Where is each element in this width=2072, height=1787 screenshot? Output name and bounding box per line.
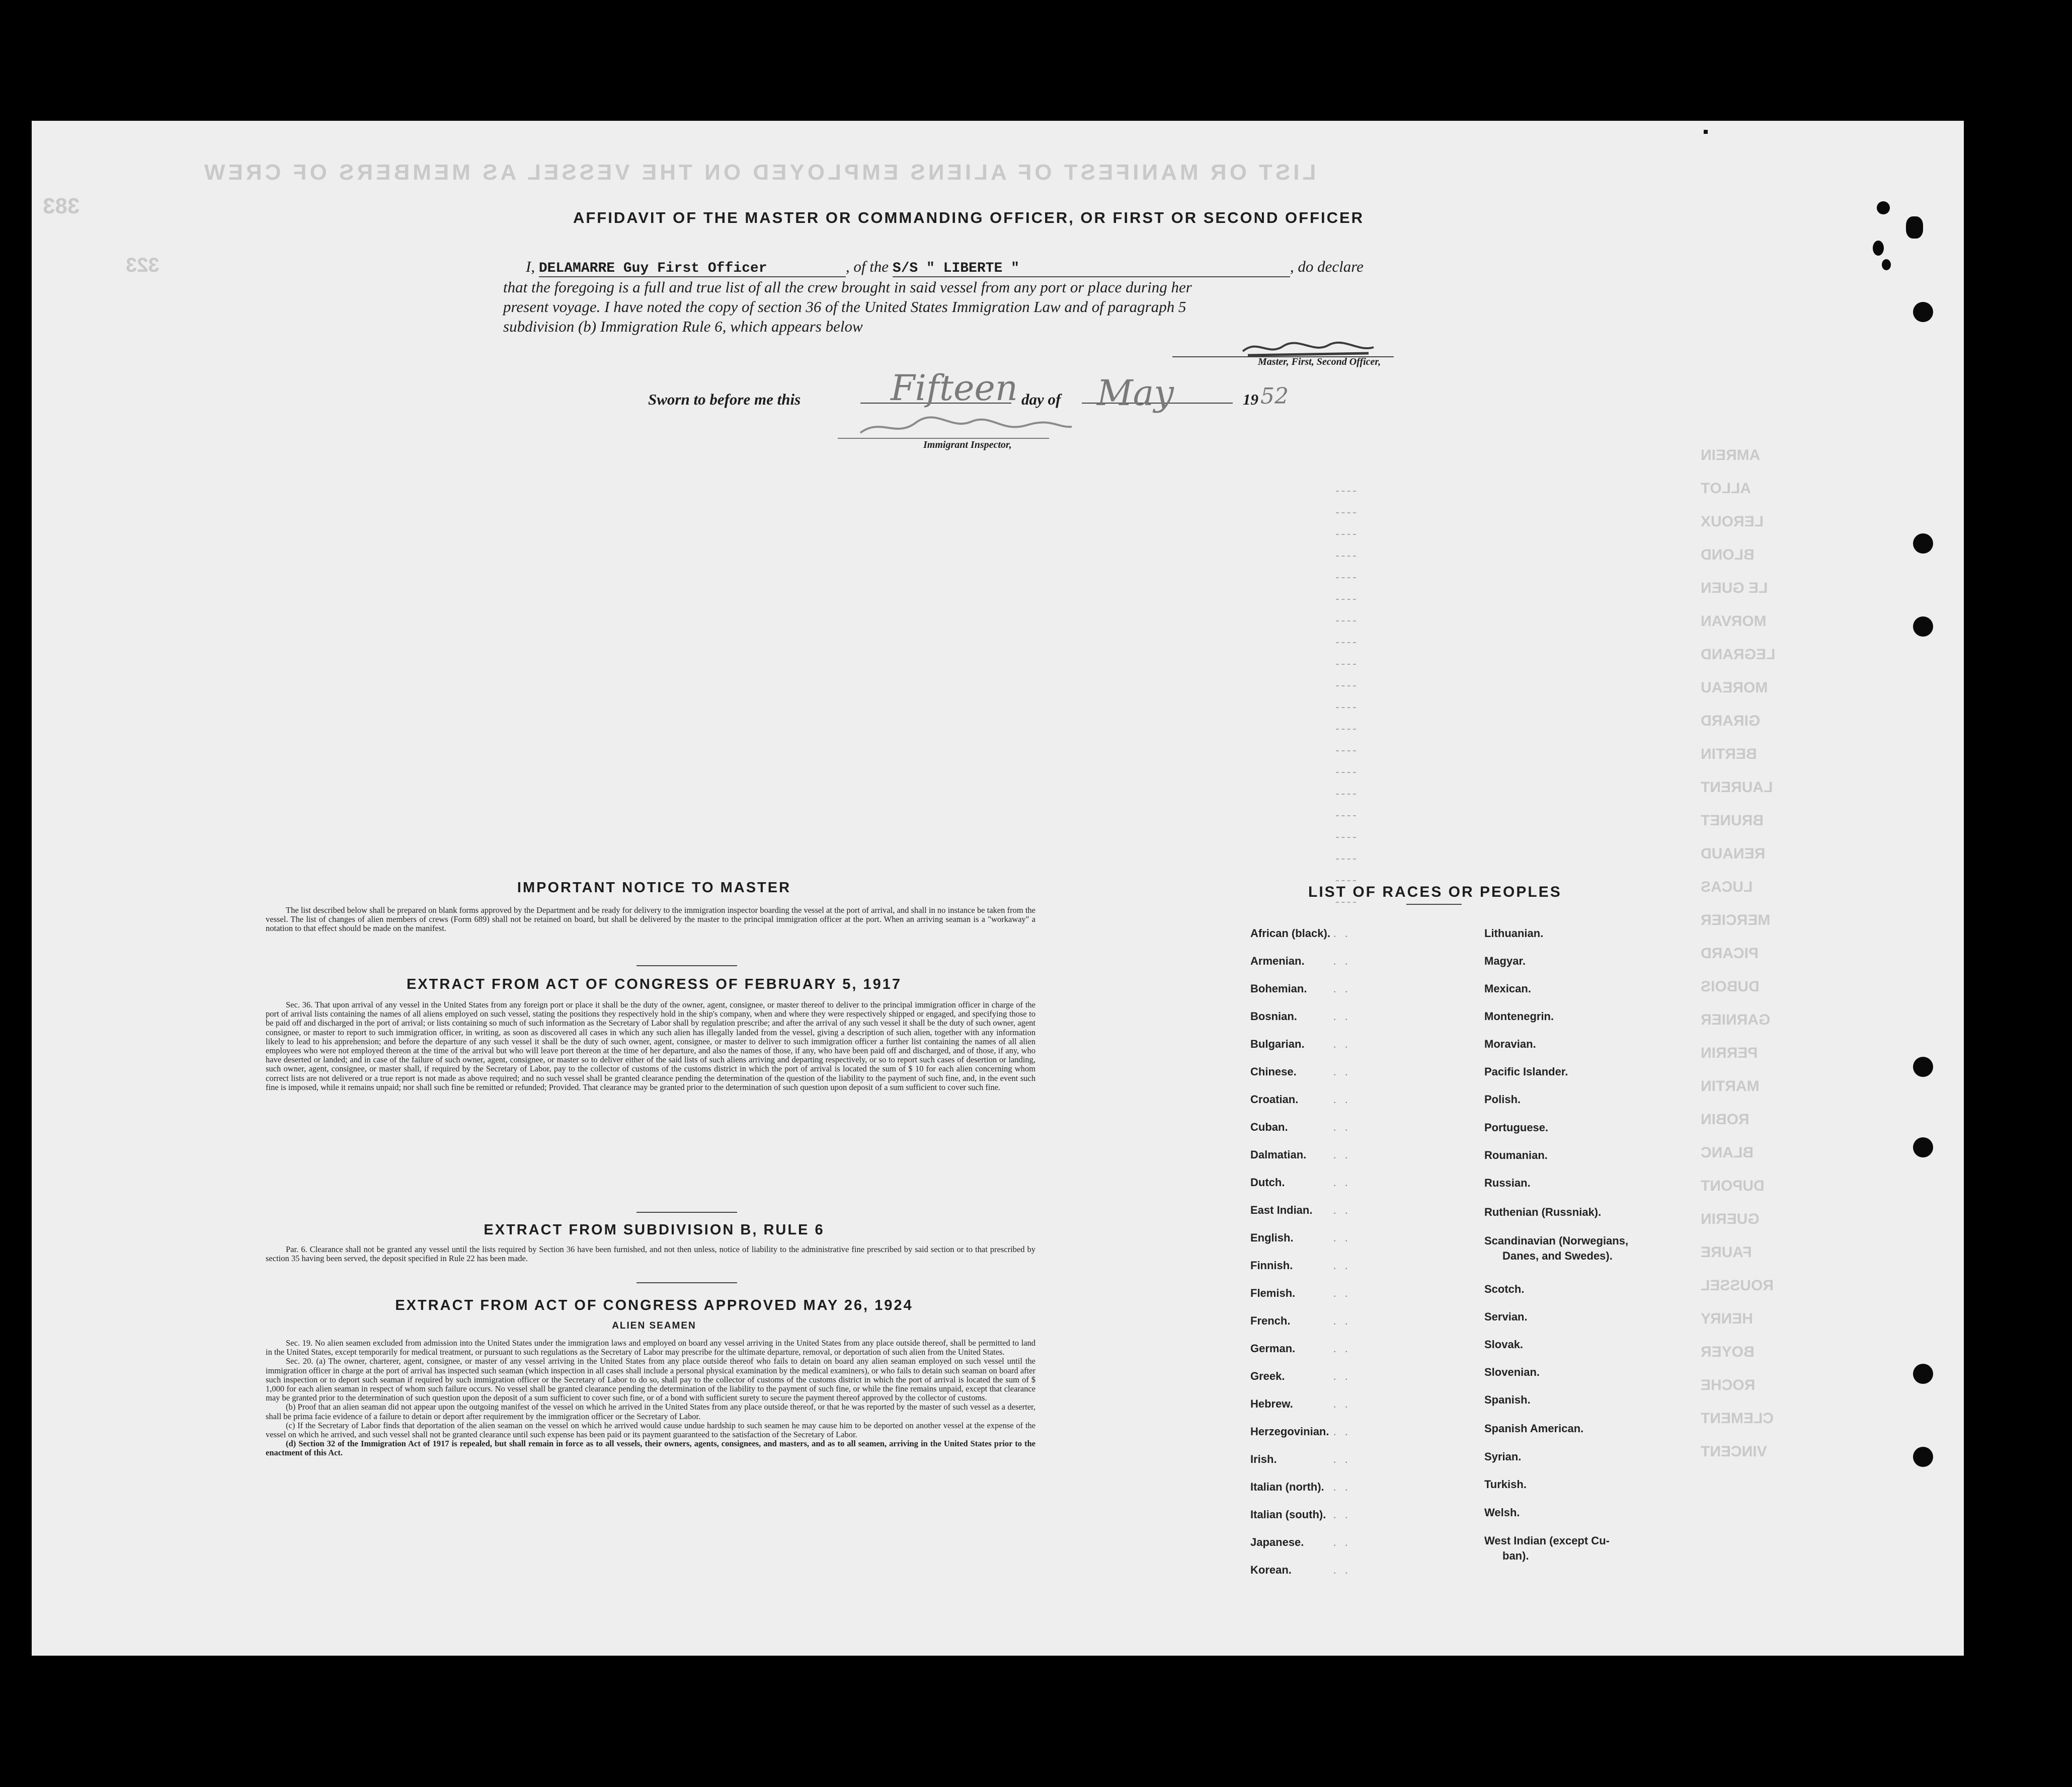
bleed-number-top: 383	[43, 194, 80, 218]
race-item: Spanish American.	[1484, 1422, 1584, 1435]
bleed-name: ROCHE	[1701, 1377, 1756, 1393]
margin-dash	[1336, 750, 1356, 751]
bleed-name: GUERIN	[1701, 1211, 1760, 1227]
leader-dots: . .	[1333, 1259, 1351, 1272]
leader-dots: . .	[1333, 1010, 1351, 1023]
vessel-name: S/S " LIBERTE "	[893, 261, 1290, 277]
bleed-name: BLANC	[1701, 1144, 1754, 1161]
bleed-name: CLEMENT	[1701, 1410, 1774, 1427]
leader-dots: . .	[1333, 1481, 1351, 1493]
margin-dash	[1336, 534, 1356, 535]
race-item: Korean.	[1250, 1564, 1292, 1576]
bleed-name: ROUSSEL	[1701, 1277, 1774, 1294]
bleed-name: MOREAU	[1701, 679, 1768, 696]
leader-dots: . .	[1333, 1121, 1351, 1133]
race-item: Dalmatian.	[1250, 1148, 1307, 1161]
extract3-paragraph-5: (d) Section 32 of the Immigration Act of 1917 is repealed, but shall remain in force as to all vessels, their owners, agents, consignees, and masters, and as to all seamen, arriving in the United States prior to the enactment of this Act.	[266, 1439, 1035, 1458]
affidavit-line-1	[526, 258, 1364, 277]
bleed-name: HENRY	[1701, 1310, 1753, 1327]
bleed-name: MORVAN	[1701, 613, 1767, 630]
margin-dash	[1336, 620, 1356, 621]
affidavit-line-4: subdivision (b) Immigration Rule 6, which appears below	[503, 318, 863, 335]
margin-dash	[1336, 685, 1356, 686]
margin-dash	[1336, 880, 1356, 881]
year-prefix: 19	[1243, 391, 1258, 408]
affidavit-line-3: present voyage. I have noted the copy of section 36 of the United States Immigration Law and of paragraph 5	[503, 298, 1186, 316]
margin-dash	[1336, 729, 1356, 730]
race-item: Welsh.	[1484, 1506, 1520, 1519]
punch-hole	[1882, 259, 1891, 270]
punch-hole	[1913, 616, 1933, 637]
bleed-name: AMREIN	[1701, 447, 1761, 463]
leader-dots: . .	[1333, 927, 1351, 940]
leader-dots: . .	[1333, 1038, 1351, 1050]
race-item: Bosnian.	[1250, 1010, 1297, 1023]
race-item: Lithuanian.	[1484, 927, 1544, 940]
race-item: Portuguese.	[1484, 1121, 1549, 1134]
race-item: Russian.	[1484, 1177, 1531, 1189]
bleed-name: BRUNET	[1701, 812, 1764, 829]
bleed-name: PICARD	[1701, 945, 1759, 962]
bleed-name: LE GUEN	[1701, 580, 1768, 596]
extract3-paragraph-3: (b) Proof that an alien seaman did not appear upon the outgoing manifest of the vessel on which he arrived in the United States from any place outside thereof, or that he was reported by the master of such vessel as a deserter, shall be prima facie evidence of a failure to detain or deport after requirement by the immigration officer or the Secretary of Labor.	[266, 1402, 1035, 1421]
bleed-header: LIST OR MANIFEST OF ALIENS EMPLOYED ON THE VESSEL AS MEMBERS OF CREW	[201, 160, 1316, 185]
leader-dots: . .	[1333, 1536, 1351, 1548]
race-item: Scotch.	[1484, 1283, 1525, 1295]
divider	[1406, 904, 1462, 905]
race-item: Slovenian.	[1484, 1366, 1540, 1378]
race-item: Cuban.	[1250, 1121, 1288, 1133]
punch-hole	[1913, 1447, 1933, 1467]
officer-name: DELAMARRE Guy First Officer	[539, 261, 846, 277]
race-item: Danes, and Swedes).	[1502, 1250, 1613, 1262]
bleed-name: VINCENT	[1701, 1443, 1767, 1460]
inspector-signature	[850, 403, 1077, 443]
races-title: LIST OF RACES OR PEOPLES	[1308, 884, 1562, 900]
race-item: Spanish.	[1484, 1393, 1531, 1406]
race-item: Flemish.	[1250, 1287, 1296, 1299]
leader-dots: . .	[1333, 1093, 1351, 1106]
divider	[636, 1212, 737, 1213]
race-item: Mexican.	[1484, 982, 1531, 995]
race-item: Finnish.	[1250, 1259, 1293, 1272]
margin-dash	[1336, 837, 1356, 838]
bleed-name: DUPONT	[1701, 1178, 1765, 1194]
extract2-title: EXTRACT FROM SUBDIVISION B, RULE 6	[484, 1222, 825, 1238]
race-item: Japanese.	[1250, 1536, 1304, 1548]
punch-hole	[1913, 302, 1933, 322]
race-item: Hebrew.	[1250, 1397, 1293, 1410]
race-item: Turkish.	[1484, 1478, 1527, 1491]
leader-dots: . .	[1333, 1148, 1351, 1161]
extract3-paragraph-2: Sec. 20. (a) The owner, charterer, agent, consignee, or master of any vessel arriving in the United States from any place outside thereof who fails to detain on board any alien seaman employed on such vessel until the immigration officer in charge at the port of arrival has inspected such seaman (which inspection in all cases shall include a personal physical examination by the medical examiners), or who fails to detain such seaman on board after such inspection or to deport such seaman if required by such immigration officer or the Secretary of Labor to do so, shall pay to the collector of customs of the customs district in which the port of arrival is located the sum of $ 1,000 for each alien seaman in respect of whom such failure occurs. No vessel shall be granted clearance pending the determination of the liability to the payment of such fine, or while the fine remains unpaid, except that clearance may be granted prior to the determination of such question upon the deposit of a sum sufficient to cover such fine, or of a bond with sufficient surety to secure the payment thereof approved by the collector of customs.	[266, 1356, 1035, 1403]
bleed-name: LEGRAND	[1701, 646, 1776, 663]
leader-dots: . .	[1333, 1231, 1351, 1244]
bleed-name: ALLOT	[1701, 480, 1751, 497]
race-item: Moravian.	[1484, 1038, 1536, 1050]
bleed-name: BLOND	[1701, 547, 1755, 563]
race-item: Chinese.	[1250, 1065, 1297, 1078]
divider	[636, 965, 737, 966]
punch-hole	[1913, 1364, 1933, 1384]
extract1-text	[266, 1000, 1035, 1092]
race-item: African (black).	[1250, 927, 1330, 940]
race-item: Pacific Islander.	[1484, 1065, 1568, 1078]
margin-dash	[1336, 902, 1356, 903]
race-item: Herzegovinian.	[1250, 1425, 1329, 1438]
extract3-subtitle: ALIEN SEAMEN	[612, 1320, 696, 1331]
race-item: Bohemian.	[1250, 982, 1307, 995]
extract2-text	[266, 1245, 1035, 1263]
bleed-name: MERCIER	[1701, 912, 1771, 928]
race-item: West Indian (except Cu-	[1484, 1534, 1610, 1547]
race-item: Dutch.	[1250, 1176, 1285, 1189]
leader-dots: . .	[1333, 1065, 1351, 1078]
margin-dash	[1336, 577, 1356, 578]
leader-dots: . .	[1333, 982, 1351, 995]
day-handwritten: Fifteen	[891, 367, 1018, 409]
punch-hole	[1873, 241, 1884, 256]
year-handwritten: 52	[1260, 383, 1289, 409]
race-item: Servian.	[1484, 1310, 1528, 1323]
punch-hole	[1913, 1057, 1933, 1077]
affidavit-line-2: that the foregoing is a full and true list of all the crew brought in said vessel from any port or place during her	[503, 278, 1192, 296]
margin-dash	[1336, 512, 1356, 513]
leader-dots: . .	[1333, 1397, 1351, 1410]
leader-dots: . .	[1333, 1204, 1351, 1216]
notice-paragraph: The list described below shall be prepared on blank forms approved by the Department and be ready for delivery to the immigration inspector boarding the vessel at the port of arrival, and shall in no instance be taken from the vessel. The list of changes of alien members of crews (Form 689) shall not be retained on board, but shall be delivered by the master to the principal immigration officer at the port. When an arriving seaman is a "workaway" a notation to that effect should be made on the manifest.	[266, 905, 1035, 934]
margin-dash	[1336, 491, 1356, 492]
punch-hole	[1913, 533, 1933, 554]
bleed-name: MARTIN	[1701, 1078, 1760, 1095]
punch-hole	[1877, 201, 1890, 214]
race-item: German.	[1250, 1342, 1296, 1355]
margin-dash	[1336, 664, 1356, 665]
punch-hole	[1906, 216, 1923, 239]
leader-dots: . .	[1333, 1508, 1351, 1521]
leader-dots: . .	[1333, 1425, 1351, 1438]
bleed-name: LEROUX	[1701, 513, 1764, 530]
race-item: French.	[1250, 1314, 1291, 1327]
bleed-number-mid: 323	[126, 254, 160, 276]
extract1-title: EXTRACT FROM ACT OF CONGRESS OF FEBRUARY 5, 1917	[406, 976, 902, 992]
extract2-paragraph: Par. 6. Clearance shall not be granted any vessel until the lists required by Section 36 have been furnished, and not then unless, notice of liability to the administrative fine prescribed by said section or to that prescribed by section 35 having been served, the deposit specified in Rule 22 has been made.	[266, 1245, 1035, 1264]
inspector-caption: Immigrant Inspector,	[923, 439, 1012, 450]
margin-dash	[1336, 772, 1356, 773]
extract3-paragraph-4: (c) If the Secretary of Labor finds that deportation of the alien seaman on the vessel on which he arrived would cause undue hardship to such seamen he may cause him to be deported on another vessel at the expense of the vessel on which he arrived, and such vessel shall not be granted clearance until such expense has been paid or its payment guaranteed to the satisfaction of the Secretary of Labor.	[266, 1420, 1035, 1440]
race-item: Magyar.	[1484, 955, 1526, 967]
bleed-name: LUCAS	[1701, 879, 1753, 895]
bleed-name: ROBIN	[1701, 1111, 1749, 1128]
leader-dots: . .	[1333, 1314, 1351, 1327]
extract1-paragraph: Sec. 36. That upon arrival of any vessel in the United States from any foreign port or place it shall be the duty of the owner, agent, consignee, or master thereof to deliver to the principal immigration officer in charge of the port of arrival lists containing the names of all aliens employed on such vessel, stating the positions they respectively hold in the ship's company, when and where they were respectively shipped or engaged, and specifying those to be paid off and discharged in the port of arrival; or lists containing so much of such information as the Secretary of Labor shall by regulation prescribe; and after the arrival of any such vessel it shall be the duty of such owner, agent consignee, or master to report to such immigration officer, in writing, as soon as discovered all cases in which any such alien has illegally landed from the vessel, giving a description of such alien, together with any information likely to lead to his apprehension; and before the departure of any such vessel it shall be the duty of such owner, agent, consignee, or master to deliver to such immigration officer a further list containing the names of all alien employees who were not employed thereon at the time of the arrival but who will leave port thereon at the time of her departure, and also the names of those, if any, who have been paid off and discharged, and of those, if any, who have deserted or landed; and in case of the failure of such owner, agent, consignee, or master so to deliver either of the said lists of such aliens arriving and departing respectively, or so to report such cases of desertion or landing, such owner, agent, consignee, or master shall, if required by the Secretary of Labor, pay to the collector of customs of the customs district in which the port of arrival is located the sum of $ 10 for each alien concerning whom correct lists are not delivered or a true report is not made as above required; and no such vessel shall be granted clearance pending the determination of the question of the liability to the payment of such fine, and, in the event such fine is imposed, while it remains unpaid; nor shall such fine be remitted or refunded; Provided. That clearance may be granted prior to the determination of such question upon deposit of a sum sufficient to cover such fine.	[266, 1000, 1035, 1092]
leader-dots: . .	[1333, 1176, 1351, 1189]
margin-dash	[1336, 556, 1356, 557]
affidavit-intro: I,	[526, 258, 535, 275]
race-item: Italian (north).	[1250, 1481, 1324, 1493]
race-item: Scandinavian (Norwegians,	[1484, 1234, 1629, 1247]
race-item: Irish.	[1250, 1453, 1277, 1465]
extract3-title: EXTRACT FROM ACT OF CONGRESS APPROVED MAY 26, 1924	[395, 1297, 913, 1313]
affidavit-declare: , do declare	[1290, 258, 1364, 275]
race-item: Montenegrin.	[1484, 1010, 1554, 1023]
extract3-text	[266, 1339, 1035, 1458]
bleed-name: BERTIN	[1701, 746, 1757, 762]
divider	[636, 1282, 737, 1283]
race-item: Greek.	[1250, 1370, 1285, 1382]
bleed-name: DUBOIS	[1701, 978, 1760, 995]
leader-dots: . .	[1333, 1564, 1351, 1576]
punch-hole	[1913, 1137, 1933, 1157]
margin-dash	[1336, 794, 1356, 795]
race-item: Roumanian.	[1484, 1149, 1548, 1161]
leader-dots: . .	[1333, 1287, 1351, 1299]
leader-dots: . .	[1333, 1453, 1351, 1465]
bleed-name: RENAUD	[1701, 845, 1766, 862]
bleed-name: PERRIN	[1701, 1045, 1758, 1061]
month-handwritten: May	[1097, 372, 1174, 414]
race-item: Croatian.	[1250, 1093, 1299, 1106]
margin-dash	[1336, 642, 1356, 643]
officer-caption: Master, First, Second Officer,	[1258, 356, 1381, 367]
inspector-line	[838, 438, 1049, 439]
race-item: English.	[1250, 1231, 1294, 1244]
race-item: Slovak.	[1484, 1338, 1524, 1351]
affidavit-of-the: , of the	[845, 258, 889, 275]
bleed-name: LAURENT	[1701, 779, 1773, 796]
race-item: Polish.	[1484, 1093, 1521, 1106]
notice-title: IMPORTANT NOTICE TO MASTER	[517, 880, 791, 896]
bleed-name: FAURE	[1701, 1244, 1752, 1261]
race-item: Italian (south).	[1250, 1508, 1326, 1521]
margin-dash	[1336, 859, 1356, 860]
day-of-text: day of	[1021, 391, 1061, 408]
leader-dots: . .	[1333, 1342, 1351, 1355]
margin-dash	[1336, 815, 1356, 816]
race-item: Bulgarian.	[1250, 1038, 1305, 1050]
race-item: Syrian.	[1484, 1450, 1522, 1463]
margin-dash	[1336, 599, 1356, 600]
leader-dots: . .	[1333, 1370, 1351, 1382]
race-item: Ruthenian (Russniak).	[1484, 1206, 1602, 1218]
extract3-paragraph-1: Sec. 19. No alien seamen excluded from admission into the United States under the immigration laws and employed on board any vessel arriving in the United States from any place outside thereof, shall be permitted to land in the United States, except temporarily for medical treatment, or pursuant to such regulations as the Secretary of Labor may prescribe for the ultimate departure, removal, or deportation of such alien from the United States.	[266, 1338, 1035, 1357]
bleed-name: GARNIER	[1701, 1012, 1771, 1028]
bleed-name: BOYER	[1701, 1344, 1755, 1360]
race-item: ban).	[1502, 1549, 1529, 1562]
race-item: East Indian.	[1250, 1204, 1313, 1216]
margin-dash	[1336, 707, 1356, 708]
sworn-text: Sworn to before me this	[648, 391, 801, 408]
black-speck	[1704, 130, 1708, 134]
notice-text	[266, 906, 1035, 934]
affidavit-heading: AFFIDAVIT OF THE MASTER OR COMMANDING OFFICER, OR FIRST OR SECOND OFFICER	[573, 209, 1365, 226]
bleed-name: GIRARD	[1701, 713, 1761, 729]
leader-dots: . .	[1333, 955, 1351, 967]
race-item: Armenian.	[1250, 955, 1305, 967]
